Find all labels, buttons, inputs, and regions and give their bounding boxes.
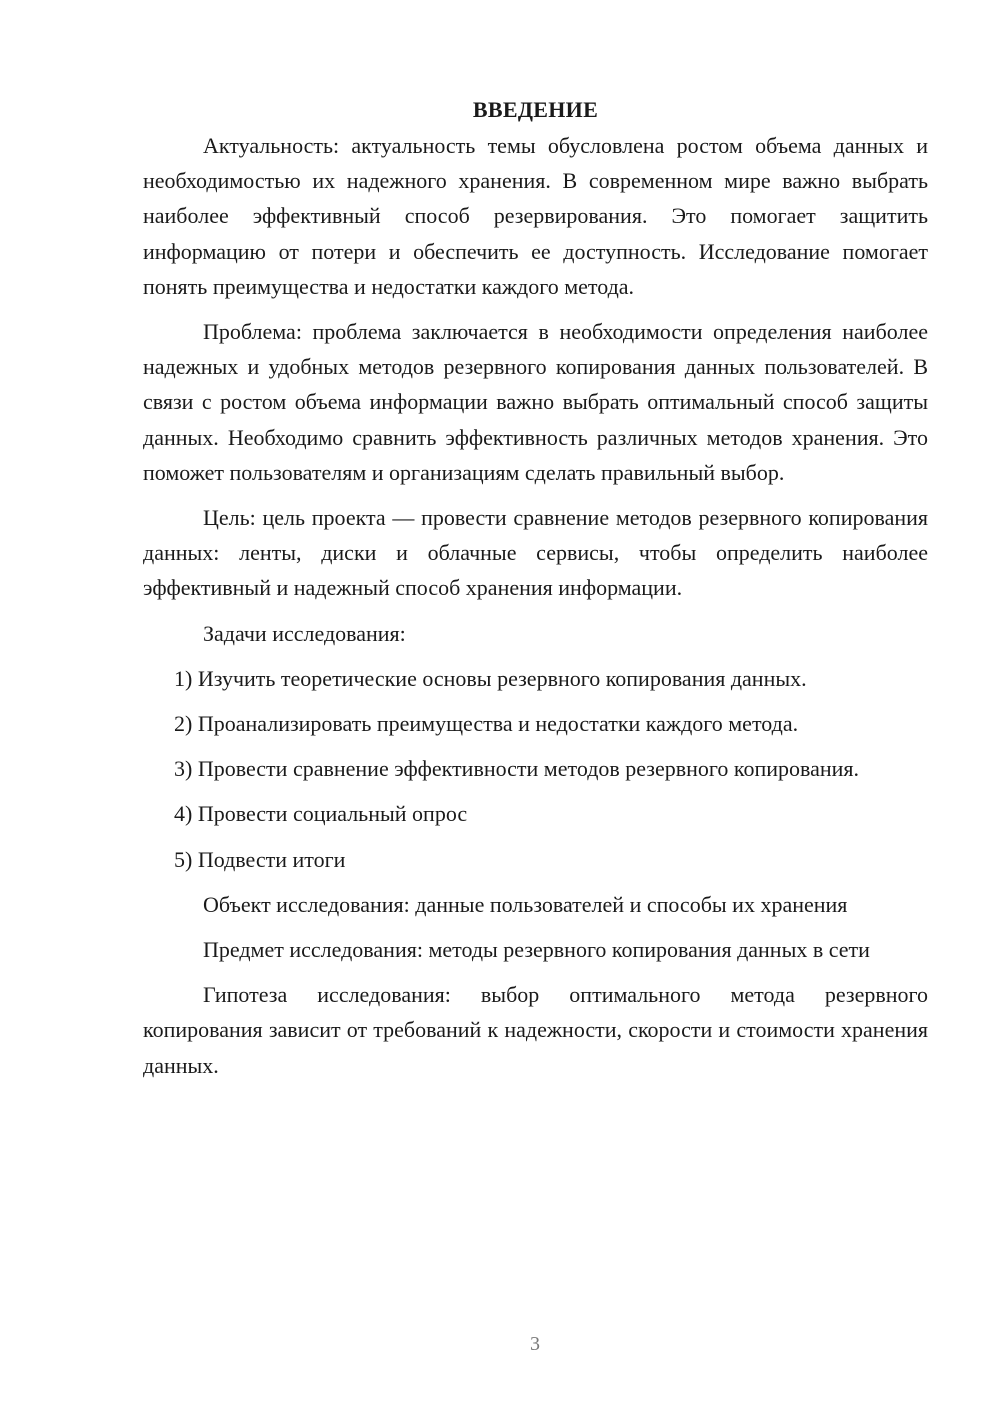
- task-item-5: 5) Подвести итоги: [174, 846, 346, 872]
- relevance-paragraph: Актуальность: актуальность темы обусловлена ростом объема данных и необходимостью их надежного хранения. В современном мире важно выбрать наиболее эффективный способ резервирования. Это помогает защитить информацию от потери и обеспечить ее доступность. Исследование помогает понять преимущества и недостатки каждого метода.: [143, 133, 928, 299]
- task-item-2: 2) Проанализировать преимущества и недостатки каждого метода.: [174, 711, 799, 737]
- goal-paragraph: Цель: цель проекта — провести сравнение методов резервного копирования данных: ленты, диски и облачные сервисы, чтобы определить наиболее эффективный и надежный способ хранения информации.: [143, 505, 928, 601]
- hypothesis-paragraph: Гипотеза исследования: выбор оптимального метода резервного копирования зависит от требований к надежности, скорости и стоимости хранения данных.: [143, 982, 928, 1078]
- task-item-4: 4) Провести социальный опрос: [174, 801, 468, 827]
- task-item-1: 1) Изучить теоретические основы резервного копирования данных.: [174, 665, 807, 691]
- page-number: 3: [530, 1333, 540, 1355]
- object-paragraph: Объект исследования: данные пользователей и способы их хранения: [203, 891, 848, 917]
- task-item-3: 3) Провести сравнение эффективности методов резервного копирования.: [174, 756, 860, 782]
- subject-paragraph: Предмет исследования: методы резервного копирования данных в сети: [203, 937, 870, 963]
- section-heading: ВВЕДЕНИЕ: [472, 97, 599, 122]
- document-page: [143, 92, 928, 1093]
- tasks-heading: Задачи исследования:: [203, 620, 406, 646]
- problem-paragraph: Проблема: проблема заключается в необходимости определения наиболее надежных и удобных методов резервного копирования данных пользователей. В связи с ростом объема информации важно выбрать оптимальный способ защиты данных. Необходимо сравнить эффективность различных методов хранения. Это поможет пользователям и организациям сделать правильный выбор.: [143, 319, 928, 485]
